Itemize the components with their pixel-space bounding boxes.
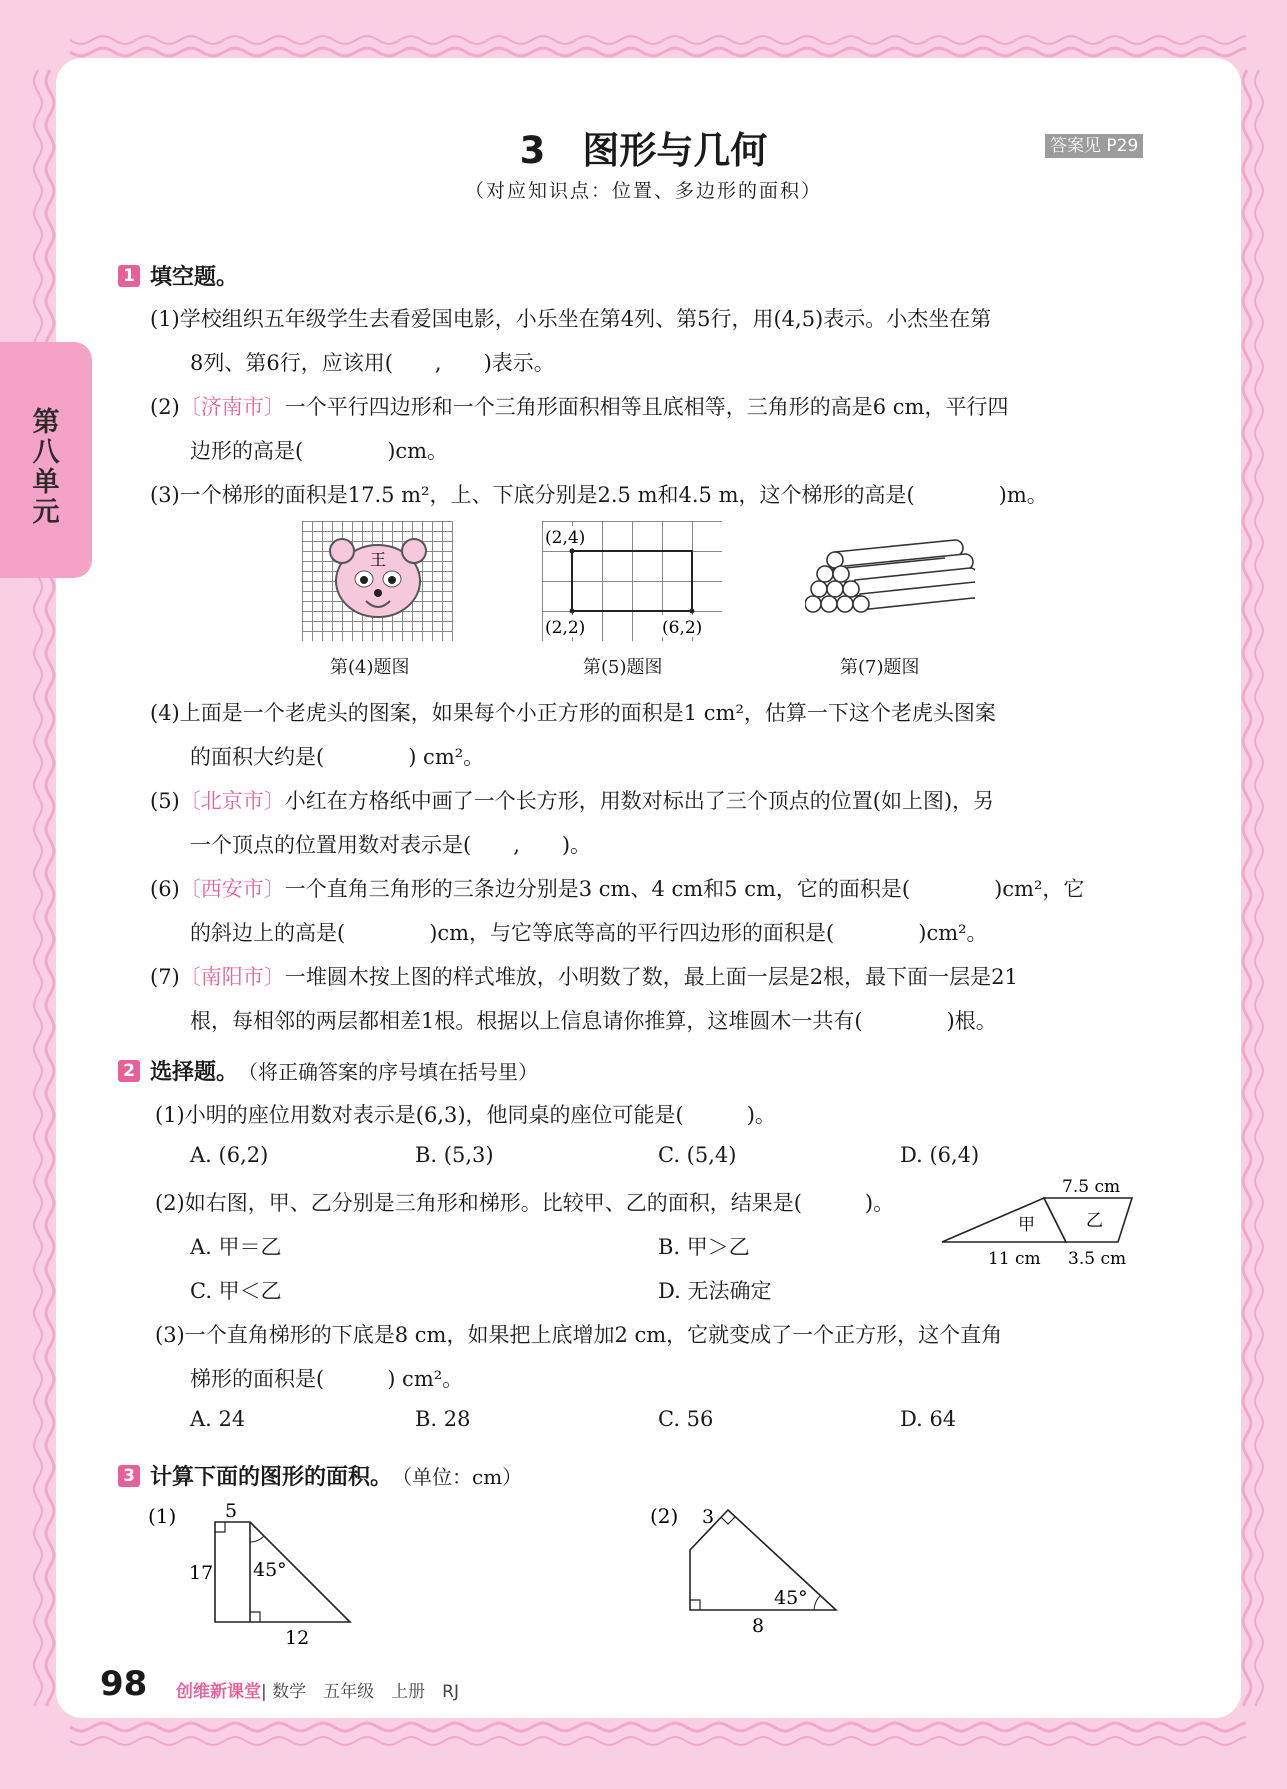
question-line [150, 391, 1008, 421]
side-tab-char: 元 [32, 497, 60, 528]
question-number: (2) [150, 395, 180, 419]
section-number-badge: 3 [118, 1465, 140, 1487]
question-line: (1)小明的座位用数对表示是(6,3)，他同桌的座位可能是( )。 [155, 1103, 776, 1127]
page-number: 98 [100, 1664, 148, 1704]
question-line: (1)学校组织五年级学生去看爱国电影，小乐坐在第4列、第5行，用(4,5)表示。小杰坐在第 [150, 307, 992, 331]
side-tab-char: 单 [32, 467, 60, 498]
section-title: 计算下面的图形的面积。 [150, 1465, 393, 1490]
option-d: D. 无法确定 [658, 1279, 772, 1303]
question-line: (2)如右图，甲、乙分别是三角形和梯形。比较甲、乙的面积，结果是( )。 [155, 1191, 895, 1215]
question-line: 的斜边上的高是( )cm，与它等底等高的平行四边形的面积是( )cm²。 [190, 921, 988, 945]
option-b: B. 甲＞乙 [658, 1235, 750, 1259]
region-tag: 〔济南市〕 [179, 395, 285, 419]
question-line: 根，每相邻的两层都相差1根。根据以上信息请你推算，这堆圆木一共有( )根。 [190, 1009, 997, 1033]
footer-info [176, 1677, 459, 1702]
question-line: 的面积大约是( ) cm²。 [190, 745, 485, 769]
figure-caption: 第(7)题图 [840, 657, 920, 678]
question-text: 一堆圆木按上图的样式堆放，小明数了数，最上面一层是2根，最下面一层是21 [284, 965, 1018, 989]
section-note: （单位：cm） [392, 1465, 523, 1489]
tiger-mark-text: 王 [370, 550, 387, 569]
region-tag: 〔北京市〕 [179, 789, 285, 813]
page-title: 3 图形与几何 [519, 129, 768, 172]
option-c: C. 甲＜乙 [190, 1279, 282, 1303]
dimension-label: 17 [189, 1562, 214, 1584]
region-label: 乙 [1086, 1211, 1103, 1231]
question-line: (4)上面是一个老虎头的图案，如果每个小正方形的面积是1 cm²，估算一下这个老虎头图案 [150, 701, 996, 725]
angle-label: 45° [774, 1587, 808, 1609]
question-line: 边形的高是( )cm。 [190, 439, 449, 463]
question-number: (5) [150, 789, 180, 813]
question-line: (3)一个直角梯形的下底是8 cm，如果把上底增加2 cm，它就变成了一个正方形，这个直角 [155, 1323, 1003, 1347]
section-1-heading [118, 260, 238, 291]
question-number: (7) [150, 965, 180, 989]
question-line: 梯形的面积是( ) cm²。 [190, 1367, 464, 1391]
section-note: （将正确答案的序号填在括号里） [238, 1060, 539, 1084]
dimension-label: 11 cm [988, 1249, 1041, 1269]
region-tag: 〔南阳市〕 [179, 965, 285, 989]
option-c: C. 56 [658, 1407, 714, 1431]
option-a: A. 24 [190, 1407, 246, 1431]
question-text: 一个直角三角形的三条边分别是3 cm、4 cm和5 cm，它的面积是( )cm²，它 [284, 877, 1085, 901]
page-subtitle: （对应知识点：位置、多边形的面积） [464, 180, 822, 202]
section-3-heading [118, 1460, 522, 1491]
option-d: D. 64 [900, 1407, 957, 1431]
point-label: (2,2) [545, 618, 586, 638]
rectangle-grid-figure [542, 521, 722, 641]
dimension-label: 12 [285, 1627, 310, 1649]
option-b: B. 28 [415, 1407, 471, 1431]
option-a: A. (6,2) [190, 1143, 269, 1167]
unit-side-tab [0, 342, 92, 578]
section-2-heading [118, 1055, 538, 1086]
question-line: (3)一个梯形的面积是17.5 m²，上、下底分别是2.5 m和4.5 m，这个梯形的高是( )m。 [150, 483, 1048, 507]
sub-question-number: (2) [650, 1504, 679, 1528]
option-a: A. 甲＝乙 [190, 1235, 282, 1259]
footer-brand: 创维新课堂 [176, 1682, 261, 1702]
question-number: (6) [150, 877, 180, 901]
option-b: B. (5,3) [415, 1143, 494, 1167]
figure-caption: 第(4)题图 [330, 657, 410, 678]
section-title: 填空题。 [150, 265, 239, 290]
section-title: 选择题。 [150, 1060, 239, 1085]
dimension-label: 3 [702, 1506, 715, 1528]
figure-caption: 第(5)题图 [583, 657, 663, 678]
option-c: C. (5,4) [658, 1143, 737, 1167]
question-line [150, 873, 1084, 903]
question-line: 8列、第6行，应该用( , )表示。 [190, 351, 555, 375]
question-line [150, 961, 1018, 991]
sub-question-number: (1) [148, 1504, 177, 1528]
question-text: 小红在方格纸中画了一个长方形，用数对标出了三个顶点的位置(如上图)，另 [284, 789, 995, 813]
log-pile-figure [805, 532, 975, 632]
point-label: (6,2) [662, 618, 703, 638]
question-line [150, 785, 994, 815]
option-d: D. (6,4) [900, 1143, 980, 1167]
triangle-trapezoid-figure [936, 1174, 1136, 1274]
footer-detail: | 数学 五年级 上册 RJ [261, 1682, 459, 1702]
point-label: (2,4) [545, 528, 586, 548]
side-tab-char: 第 [32, 407, 60, 438]
tiger-head-figure [302, 521, 454, 641]
region-label: 甲 [1018, 1215, 1035, 1235]
dimension-label: 7.5 cm [1062, 1177, 1121, 1197]
region-tag: 〔西安市〕 [179, 877, 285, 901]
side-tab-char: 八 [32, 437, 60, 468]
answer-reference-badge: 答案见 P29 [1045, 134, 1143, 158]
section-number-badge: 2 [118, 1060, 140, 1082]
question-line: 一个顶点的位置用数对表示是( , )。 [190, 833, 592, 857]
dimension-label: 5 [225, 1500, 238, 1522]
calc-figure-1 [145, 1500, 365, 1650]
dimension-label: 8 [752, 1615, 765, 1637]
dimension-label: 3.5 cm [1068, 1249, 1127, 1269]
angle-label: 45° [253, 1559, 287, 1581]
question-text: 一个平行四边形和一个三角形面积相等且底相等，三角形的高是6 cm，平行四 [284, 395, 1009, 419]
section-number-badge: 1 [118, 265, 140, 287]
calc-figure-2 [648, 1500, 848, 1640]
